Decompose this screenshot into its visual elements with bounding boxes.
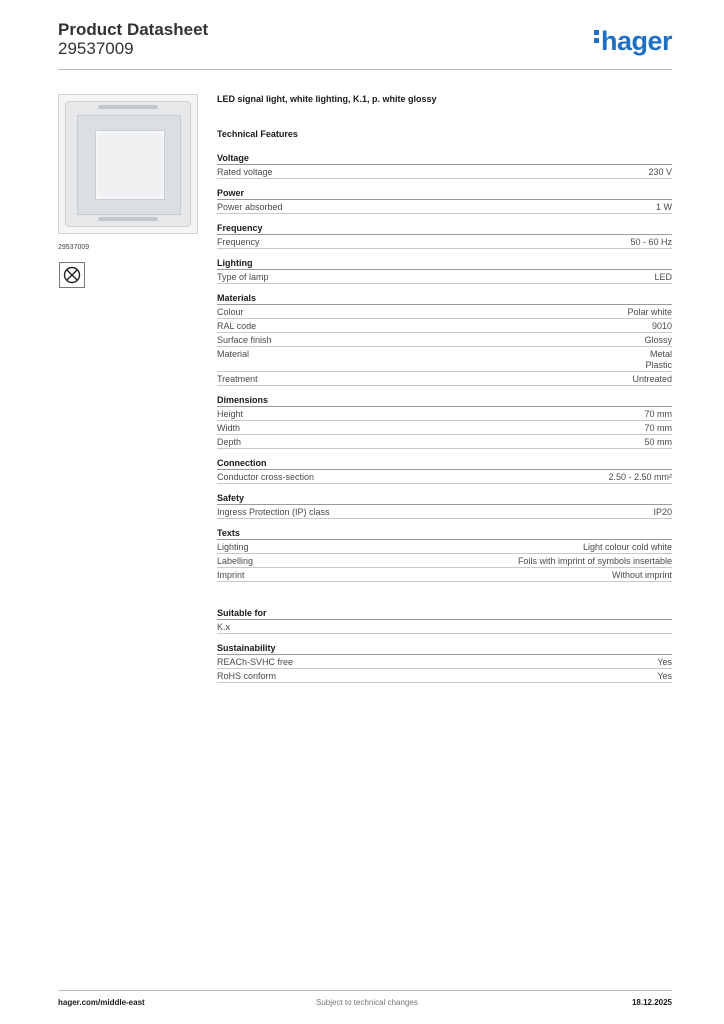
spec-section xyxy=(217,293,672,386)
footer-date: 18.12.2025 xyxy=(631,998,672,1007)
section-spacer xyxy=(217,591,672,608)
switch-insert xyxy=(77,115,181,215)
spec-label: Power absorbed xyxy=(217,202,283,212)
spec-row xyxy=(217,554,672,568)
spec-sections xyxy=(217,153,672,683)
spec-row xyxy=(217,669,672,683)
logo-text: hager xyxy=(600,26,672,56)
spec-value xyxy=(657,671,672,682)
section-title: Frequency xyxy=(217,223,672,235)
spec-section xyxy=(217,188,672,214)
spec-value-line: 50 mm xyxy=(644,437,672,447)
spec-row xyxy=(217,200,672,214)
spec-row xyxy=(217,655,672,669)
spec-value xyxy=(653,507,672,518)
spec-label: Depth xyxy=(217,437,242,447)
spec-value xyxy=(644,409,672,420)
spec-section xyxy=(217,258,672,284)
spec-value xyxy=(657,657,672,668)
spec-value-line: 70 mm xyxy=(644,423,672,433)
spec-label: Frequency xyxy=(217,237,260,247)
spec-section xyxy=(217,528,672,582)
spec-label: RAL code xyxy=(217,321,257,331)
spec-value-line: Polar white xyxy=(627,307,672,317)
spec-label: Surface finish xyxy=(217,335,272,345)
hager-logo xyxy=(594,26,672,57)
product-number: 29537009 xyxy=(58,39,134,58)
spec-row xyxy=(217,421,672,435)
spec-value-line: Yes xyxy=(657,671,672,681)
spec-value-line: Plastic xyxy=(645,360,672,370)
spec-value-line: IP20 xyxy=(653,507,672,517)
spec-value-line: Without imprint xyxy=(611,570,672,580)
footer-divider xyxy=(58,990,672,991)
spec-section xyxy=(217,458,672,484)
spec-value-line: LED xyxy=(654,272,672,282)
spec-section xyxy=(217,153,672,179)
spec-value xyxy=(583,542,672,553)
spec-row xyxy=(217,235,672,249)
page-header xyxy=(58,20,672,70)
spec-label: Lighting xyxy=(217,542,249,552)
spec-value xyxy=(632,374,672,385)
section-title: Texts xyxy=(217,528,672,540)
spec-row xyxy=(217,620,672,634)
spec-row xyxy=(217,165,672,179)
footer-disclaimer: Subject to technical changes xyxy=(316,998,418,1007)
spec-row xyxy=(217,568,672,582)
spec-value xyxy=(654,272,672,283)
spec-label: Material xyxy=(217,349,250,359)
spec-label: Rated voltage xyxy=(217,167,273,177)
spec-label: REACh-SVHC free xyxy=(217,657,294,667)
section-title: Safety xyxy=(217,493,672,505)
spec-value xyxy=(645,349,672,371)
spec-value xyxy=(612,570,672,581)
spec-value-line: Foils with imprint of symbols insertable xyxy=(517,556,672,566)
section-title: Dimensions xyxy=(217,395,672,407)
spec-label: Type of lamp xyxy=(217,272,269,282)
spec-label: RoHS conform xyxy=(217,671,277,681)
spec-label: Labelling xyxy=(217,556,254,566)
spec-section xyxy=(217,643,672,683)
section-title: Lighting xyxy=(217,258,672,270)
spec-label: Conductor cross-section xyxy=(217,472,315,482)
spec-row xyxy=(217,270,672,284)
image-caption: 29537009 xyxy=(58,244,90,251)
section-title: Voltage xyxy=(217,153,672,165)
spec-value xyxy=(644,335,672,346)
header-divider xyxy=(58,69,672,70)
spec-value-line: Light colour cold white xyxy=(582,542,672,552)
spec-label: Width xyxy=(217,423,241,433)
spec-value-line: 2.50 - 2.50 mm² xyxy=(608,472,672,482)
spec-value xyxy=(518,556,672,567)
top-slot xyxy=(98,105,158,109)
spec-section xyxy=(217,493,672,519)
lamp-symbol-icon xyxy=(59,262,85,288)
spec-label: K.x xyxy=(217,622,231,632)
bottom-slot xyxy=(98,217,158,221)
spec-value-line: 1 W xyxy=(655,202,672,212)
spec-label: Ingress Protection (IP) class xyxy=(217,507,330,517)
technical-content xyxy=(217,94,672,692)
section-title: Connection xyxy=(217,458,672,470)
technical-features-heading: Technical Features xyxy=(217,129,298,139)
spec-label: Treatment xyxy=(217,374,258,384)
spec-value xyxy=(644,423,672,434)
logo-colon-icon xyxy=(594,27,599,46)
switch-frame xyxy=(65,101,191,227)
spec-value-line: 70 mm xyxy=(644,409,672,419)
spec-value xyxy=(648,167,672,178)
spec-value xyxy=(608,472,672,483)
spec-label: Imprint xyxy=(217,570,245,580)
spec-value-line: 9010 xyxy=(651,321,672,331)
spec-section xyxy=(217,608,672,634)
spec-value-line: 50 - 60 Hz xyxy=(630,237,672,247)
spec-value xyxy=(656,202,672,213)
spec-section xyxy=(217,395,672,449)
spec-value-line: Glossy xyxy=(644,335,672,345)
spec-row xyxy=(217,372,672,386)
spec-value xyxy=(644,437,672,448)
section-title: Materials xyxy=(217,293,672,305)
spec-row xyxy=(217,347,672,372)
spec-row xyxy=(217,305,672,319)
signal-lens xyxy=(95,130,165,200)
spec-row xyxy=(217,470,672,484)
spec-value xyxy=(627,307,672,318)
spec-value-line: Yes xyxy=(657,657,672,667)
spec-row xyxy=(217,407,672,421)
spec-row xyxy=(217,540,672,554)
section-title: Suitable for xyxy=(217,608,672,620)
footer-website: hager.com/middle-east xyxy=(58,998,145,1007)
spec-label: Height xyxy=(217,409,244,419)
document-title: Product Datasheet xyxy=(58,20,209,39)
spec-row xyxy=(217,505,672,519)
spec-row xyxy=(217,319,672,333)
spec-row xyxy=(217,435,672,449)
spec-value-line: 230 V xyxy=(648,167,672,177)
product-description: LED signal light, white lighting, K.1, p. white glossy xyxy=(217,94,437,104)
spec-value xyxy=(652,321,672,332)
spec-row xyxy=(217,333,672,347)
spec-value xyxy=(630,237,672,248)
spec-value-line: Untreated xyxy=(632,374,672,384)
spec-section xyxy=(217,223,672,249)
section-title: Sustainability xyxy=(217,643,672,655)
spec-label: Colour xyxy=(217,307,244,317)
section-title: Power xyxy=(217,188,672,200)
spec-value-line: Metal xyxy=(649,349,672,359)
product-image xyxy=(58,94,198,234)
